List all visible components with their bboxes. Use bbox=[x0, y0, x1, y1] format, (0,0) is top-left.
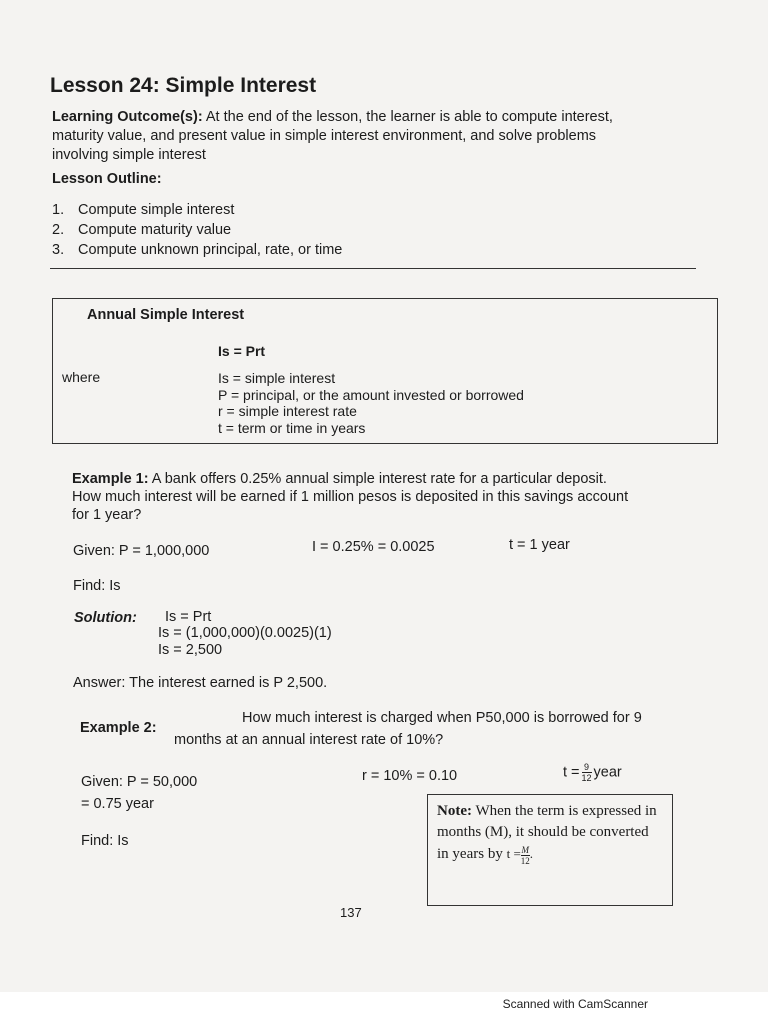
page-number: 137 bbox=[340, 905, 362, 920]
lesson-outline-list bbox=[52, 200, 342, 260]
example2-given: Given: P = 50,000 bbox=[81, 774, 198, 790]
outline-item: 2. Compute maturity value bbox=[52, 222, 232, 238]
learning-outcome bbox=[52, 108, 637, 165]
note-formula: t = $\frac{M}{12}$ . bbox=[506, 844, 534, 866]
definition-item: Is = simple interest bbox=[218, 370, 336, 386]
time-fraction: $\frac{9}{12}$ bbox=[581, 762, 592, 783]
example1-step: Is = (1,000,000)(0.0025)(1) bbox=[158, 625, 332, 641]
learning-outcome-text: At the end of the lesson, the learner is able to compute interest, maturity value, and present value in simple interest environment, and solve problems involving simple interest bbox=[52, 109, 613, 163]
note-label: Note: bbox=[437, 803, 472, 819]
note-text: When the term is expressed in months (M), it should be converted in years by bbox=[437, 803, 657, 862]
example1-answer: Answer: The interest earned is P 2,500. bbox=[73, 675, 328, 691]
example2-given-time: t = $\frac{9}{12}$ year bbox=[563, 762, 622, 783]
example1-step: Is = Prt bbox=[165, 609, 212, 625]
formula-definitions bbox=[218, 370, 524, 436]
example1-label: Example 1: bbox=[72, 471, 149, 487]
example2-label: Example 2: bbox=[80, 720, 157, 736]
example2-question-line2: months at an annual interest rate of 10%? bbox=[174, 732, 444, 748]
example2-find: Find: Is bbox=[81, 833, 129, 849]
outline-item: 3. Compute unknown principal, rate, or time bbox=[52, 242, 343, 258]
lesson-title: Lesson 24: Simple Interest bbox=[50, 74, 317, 97]
note-box bbox=[427, 794, 673, 906]
example1-step: Is = 2,500 bbox=[158, 642, 223, 658]
definition-item: P = principal, or the amount invested or borrowed bbox=[218, 386, 524, 403]
formula-box-title: Annual Simple Interest bbox=[87, 307, 245, 323]
example2-question-line1: How much interest is charged when P50,000 is borrowed for 9 bbox=[242, 710, 642, 726]
example1-given: Given: P = 1,000,000 bbox=[73, 543, 210, 559]
section-divider bbox=[50, 268, 696, 269]
example1-find: Find: Is bbox=[73, 578, 121, 594]
lesson-outline-heading: Lesson Outline: bbox=[52, 171, 162, 187]
outline-item: 1. Compute simple interest bbox=[52, 202, 235, 218]
example1-given-rate: I = 0.25% = 0.0025 bbox=[312, 539, 435, 555]
example1-solution-label: Solution: bbox=[74, 610, 137, 626]
simple-interest-formula: Is = Prt bbox=[218, 343, 266, 359]
example2-given-line2: = 0.75 year bbox=[81, 796, 154, 812]
learning-outcome-label: Learning Outcome(s): bbox=[52, 109, 203, 125]
definition-item: t = term or time in years bbox=[218, 419, 366, 436]
note-fraction: $\frac{M}{12}$ bbox=[520, 844, 530, 866]
example2-given-rate: r = 10% = 0.10 bbox=[362, 768, 458, 784]
example1-question: Example 1: A bank offers 0.25% annual simple interest rate for a particular deposit. How much interest will be earned if 1 million pesos is deposited in this savings account for 1 year? bbox=[72, 471, 629, 523]
scanner-footer: Scanned with CamScanner bbox=[502, 997, 648, 1011]
definition-item: r = simple interest rate bbox=[218, 403, 357, 419]
where-label: where bbox=[62, 369, 101, 385]
example1-given-time: t = 1 year bbox=[509, 537, 570, 553]
